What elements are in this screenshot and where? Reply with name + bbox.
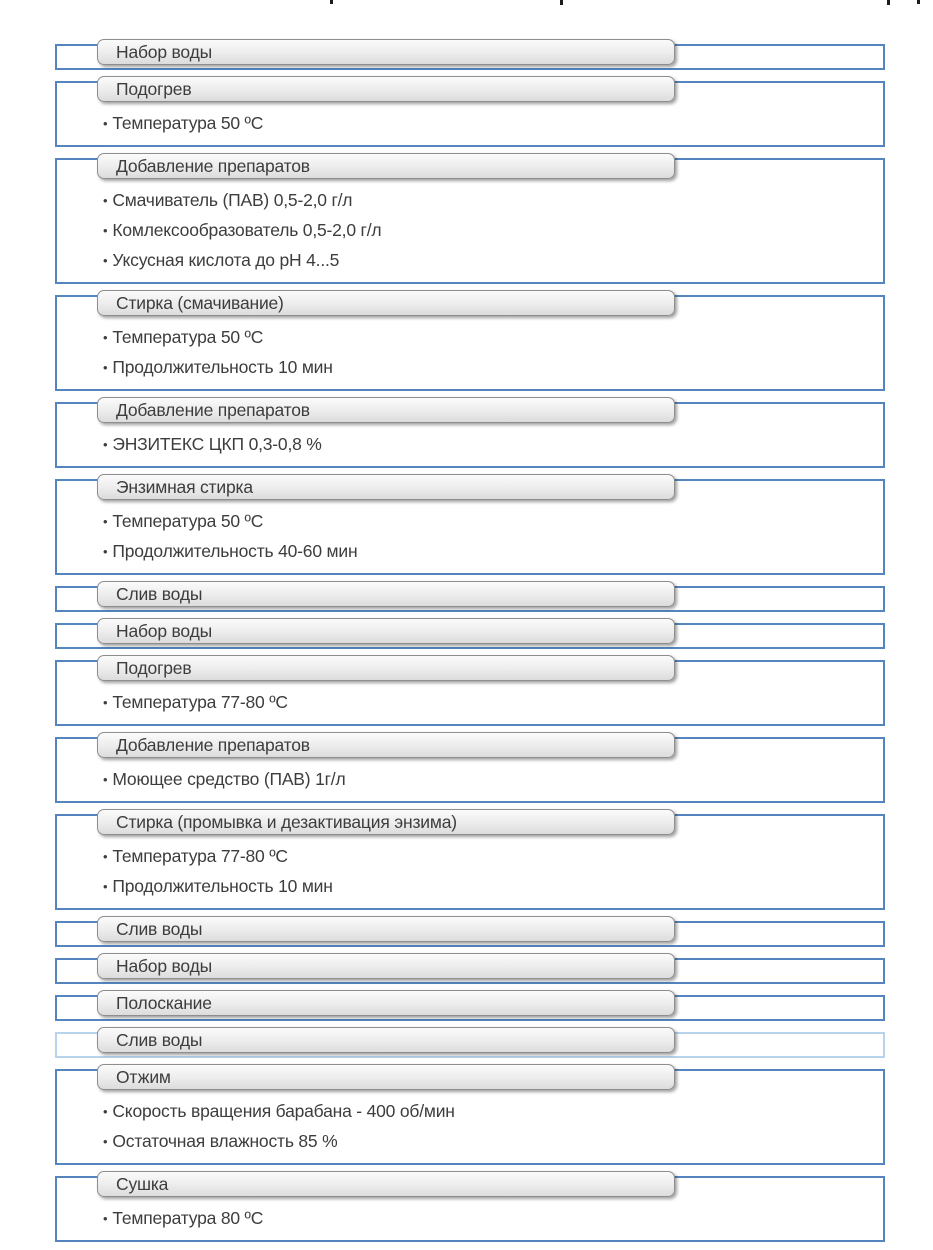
step-title: Подогрев (116, 658, 192, 678)
step-parameter-item (103, 216, 883, 246)
process-step-box (55, 1176, 885, 1242)
step-parameter-item (103, 765, 883, 795)
bullet-dot-icon: • (103, 360, 108, 375)
step-parameter-text: Температура 50 ºС (112, 327, 264, 347)
bullet-dot-icon: • (103, 1134, 108, 1149)
step-header-tab (97, 732, 675, 758)
step-parameter-item (103, 246, 883, 276)
step-parameter-list (57, 688, 883, 718)
step-parameter-text: Температура 77-80 ºС (112, 846, 288, 866)
step-parameter-item (103, 323, 883, 353)
step-parameter-item (103, 842, 883, 872)
bullet-dot-icon: • (103, 849, 108, 864)
step-parameter-item (103, 109, 883, 139)
process-step-box (55, 995, 885, 1021)
step-title: Стирка (промывка и дезактивация энзима) (116, 812, 457, 832)
bullet-dot-icon: • (103, 1211, 108, 1226)
step-header-tab (97, 1027, 675, 1053)
bullet-dot-icon: • (103, 772, 108, 787)
step-title: Стирка (смачивание) (116, 293, 284, 313)
step-parameter-item (103, 186, 883, 216)
step-parameter-text: Остаточная влажность 85 % (112, 1131, 338, 1151)
step-parameter-text: Температура 50 ºС (112, 511, 264, 531)
step-header-tab (97, 618, 675, 644)
bullet-dot-icon: • (103, 437, 108, 452)
step-header-tab (97, 397, 675, 423)
process-step-box (55, 402, 885, 468)
step-parameter-text: Комлексообразователь 0,5-2,0 г/л (112, 220, 382, 240)
step-parameter-text: Уксусная кислота до pH 4...5 (112, 250, 340, 270)
step-header-tab (97, 76, 675, 102)
step-parameter-item (103, 1127, 883, 1157)
step-parameter-text: Смачиватель (ПАВ) 0,5-2,0 г/л (112, 190, 353, 210)
process-step-box (55, 814, 885, 910)
bullet-dot-icon: • (103, 116, 108, 131)
cropped-text-remnant (330, 0, 333, 4)
bullet-dot-icon: • (103, 1104, 108, 1119)
process-step-box (55, 1069, 885, 1165)
cropped-text-remnant (560, 0, 563, 5)
step-parameter-text: Моющее средство (ПАВ) 1г/л (112, 769, 346, 789)
step-parameter-text: Температура 77-80 ºС (112, 692, 288, 712)
bullet-dot-icon: • (103, 695, 108, 710)
step-parameter-list (57, 765, 883, 795)
step-parameter-list (57, 1204, 883, 1234)
step-parameter-item (103, 430, 883, 460)
cropped-text-remnant (917, 0, 920, 4)
step-parameter-item (103, 353, 883, 383)
step-parameter-text: Продолжительность 40-60 мин (112, 541, 358, 561)
step-title: Добавление препаратов (116, 735, 310, 755)
step-parameter-item (103, 507, 883, 537)
bullet-dot-icon: • (103, 330, 108, 345)
step-parameter-item (103, 1204, 883, 1234)
step-parameter-list (57, 842, 883, 902)
process-steps-list (55, 0, 885, 1242)
step-parameter-item (103, 1097, 883, 1127)
step-title: Слив воды (116, 584, 203, 604)
bullet-dot-icon: • (103, 193, 108, 208)
step-title: Энзимная стирка (116, 477, 253, 497)
step-parameter-list (57, 1097, 883, 1157)
step-parameter-item (103, 688, 883, 718)
bullet-dot-icon: • (103, 253, 108, 268)
process-step-box (55, 81, 885, 147)
step-parameter-text: Температура 80 ºС (112, 1208, 264, 1228)
step-header-tab (97, 953, 675, 979)
step-title: Слив воды (116, 919, 203, 939)
step-parameter-list (57, 186, 883, 276)
step-header-tab (97, 153, 675, 179)
bullet-dot-icon: • (103, 544, 108, 559)
cropped-text-remnant (887, 0, 890, 5)
process-step-box (55, 586, 885, 612)
process-step-box (55, 1032, 885, 1058)
step-parameter-text: Температура 50 ºС (112, 113, 264, 133)
step-parameter-list (57, 430, 883, 460)
bullet-dot-icon: • (103, 223, 108, 238)
step-header-tab (97, 474, 675, 500)
step-parameter-item (103, 872, 883, 902)
step-header-tab (97, 809, 675, 835)
step-title: Слив воды (116, 1030, 203, 1050)
process-step-box (55, 958, 885, 984)
process-step-box (55, 158, 885, 284)
step-header-tab (97, 990, 675, 1016)
step-parameter-list (57, 507, 883, 567)
step-parameter-list (57, 323, 883, 383)
step-parameter-text: Скорость вращения барабана - 400 об/мин (112, 1101, 455, 1121)
step-title: Набор воды (116, 42, 212, 62)
step-title: Добавление препаратов (116, 400, 310, 420)
step-title: Отжим (116, 1067, 171, 1087)
step-header-tab (97, 1171, 675, 1197)
process-step-box (55, 921, 885, 947)
bullet-dot-icon: • (103, 514, 108, 529)
step-parameter-text: Продолжительность 10 мин (112, 876, 333, 896)
step-title: Набор воды (116, 956, 212, 976)
process-step-box (55, 295, 885, 391)
step-title: Сушка (116, 1174, 169, 1194)
process-step-box (55, 623, 885, 649)
process-step-box (55, 737, 885, 803)
step-header-tab (97, 655, 675, 681)
process-step-box (55, 44, 885, 70)
step-parameter-text: ЭНЗИТЕКС ЦКП 0,3-0,8 % (112, 434, 322, 454)
process-step-box (55, 660, 885, 726)
step-parameter-text: Продолжительность 10 мин (112, 357, 333, 377)
step-header-tab (97, 581, 675, 607)
process-step-box (55, 479, 885, 575)
step-parameter-item (103, 537, 883, 567)
step-header-tab (97, 39, 675, 65)
bullet-dot-icon: • (103, 879, 108, 894)
step-header-tab (97, 290, 675, 316)
step-title: Набор воды (116, 621, 212, 641)
step-title: Добавление препаратов (116, 156, 310, 176)
step-header-tab (97, 916, 675, 942)
step-title: Подогрев (116, 79, 192, 99)
step-parameter-list (57, 109, 883, 139)
step-title: Полоскание (116, 993, 212, 1013)
step-header-tab (97, 1064, 675, 1090)
